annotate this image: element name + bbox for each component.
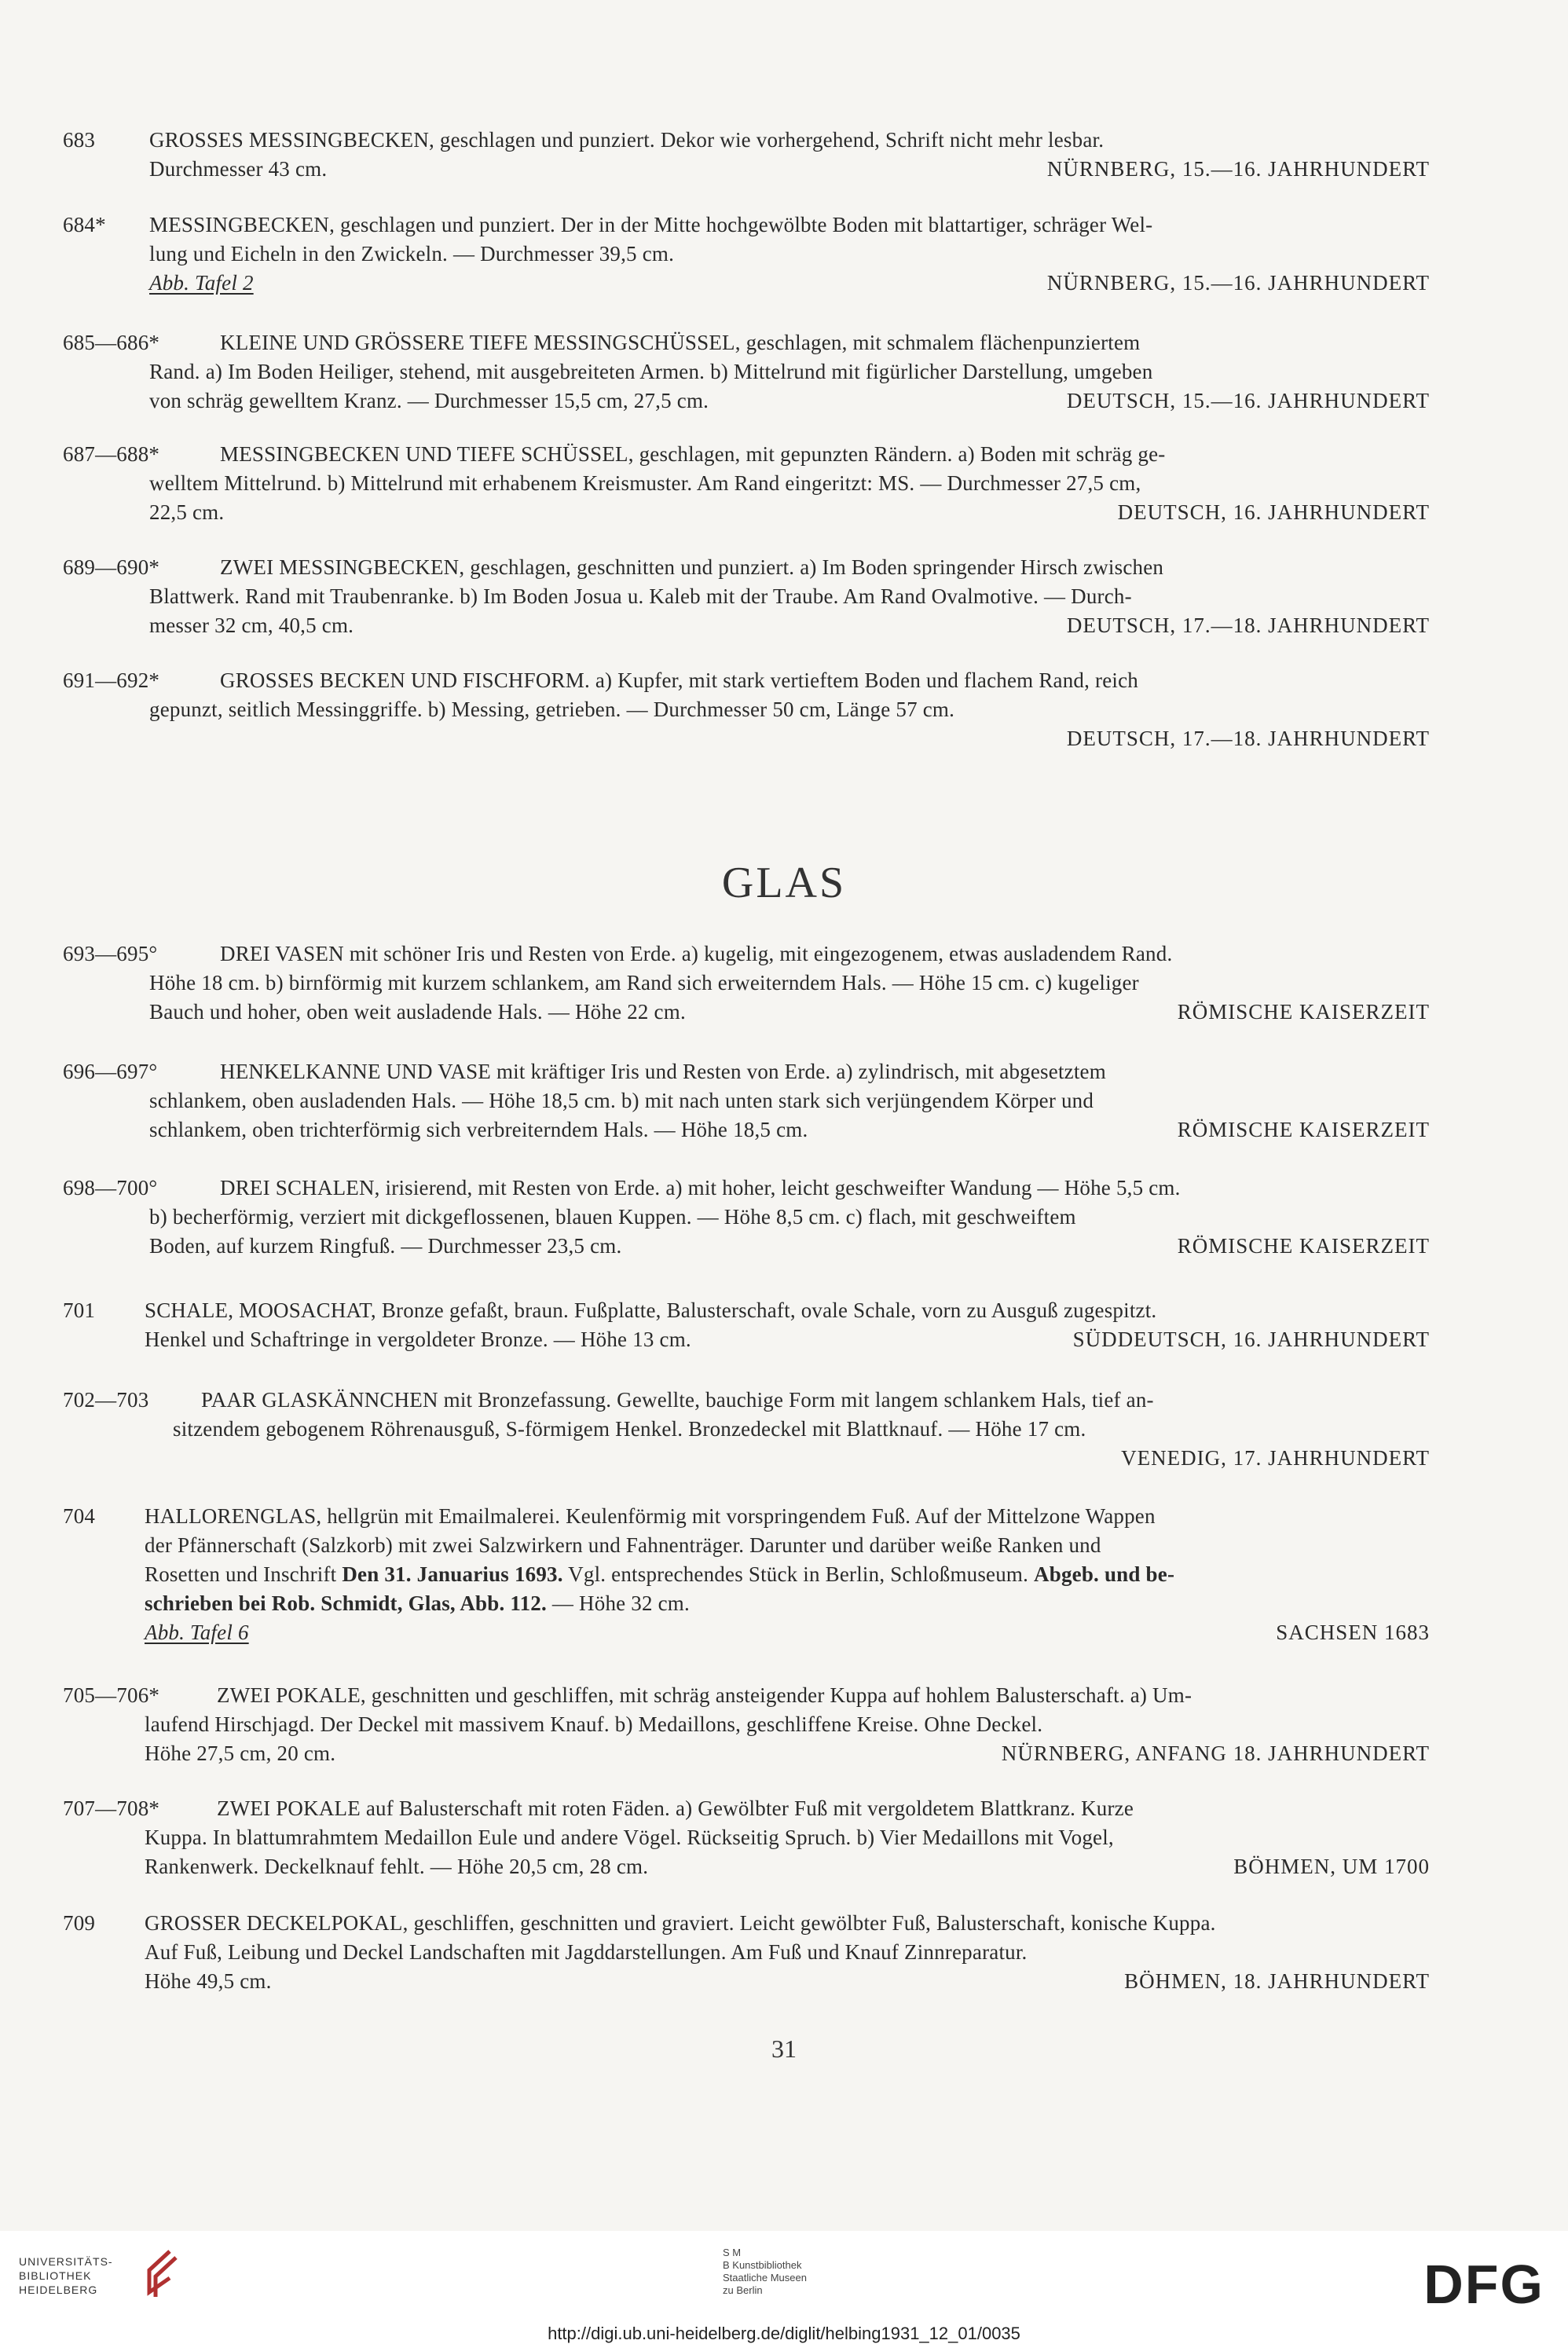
catalog-entry: 709 GROSSER DECKELPOKAL, geschliffen, geschnitten und graviert. Leicht gewölbter Fuß, Balusterschaft, konische Kuppa. Auf Fuß, Leibung und Deckel Landschaften mit Jagddarstellungen. Am Fuß und Knauf Zinnreparatur. Höhe 49,5 cm. BÖHMEN, 18. JAHRHUNDERT bbox=[63, 1909, 1430, 1996]
logo-text: UNIVERSITÄTS- bbox=[19, 2255, 113, 2268]
entry-text: DREI VASEN mit schöner Iris und Resten von Erde. a) kugelig, mit eingezogenem, etwas ausladendem Rand. bbox=[220, 942, 1173, 965]
library-emblem-icon bbox=[138, 2247, 185, 2302]
catalog-entry: 698—700° DREI SCHALEN, irisierend, mit Resten von Erde. a) mit hoher, leicht geschweifter Wandung — Höhe 5,5 cm. b) becherförmig, verziert mit dickgeflossenen, blauen Kuppen. — Höhe 8,5 cm. c) flach, mit geschweiftem Boden, auf kurzem Ringfuß. — Durchmesser 23,5 cm. RÖMISCHE KAISERZEIT bbox=[63, 1174, 1430, 1261]
page-number: 31 bbox=[771, 2035, 797, 2063]
permalink-url[interactable]: http://digi.ub.uni-heidelberg.de/diglit/helbing1931_12_01/0035 bbox=[548, 2324, 1020, 2343]
entry-text: Durchmesser 43 cm. bbox=[149, 157, 328, 181]
origin-date: DEUTSCH, 17.—18. JAHRHUNDERT bbox=[1066, 727, 1430, 750]
origin-date: DEUTSCH, 15.—16. JAHRHUNDERT bbox=[1066, 389, 1430, 412]
catalog-entry: 689—690* ZWEI MESSINGBECKEN, geschlagen, geschnitten und punziert. a) Im Boden springender Hirsch zwischen Blattwerk. Rand mit Traubenranke. b) Im Boden Josua u. Kaleb mit der Traube. Am Rand Ovalmotive. — Durch- messer 32 cm, 40,5 cm. DEUTSCH, 17.—18. JAHRHUNDERT bbox=[63, 553, 1430, 640]
catalog-entry: 707—708* ZWEI POKALE auf Balusterschaft mit roten Fäden. a) Gewölbter Fuß mit vergoldetem Blattkranz. Kurze Kuppa. In blattumrahmtem Medaillon Eule und andere Vögel. Rückseitig Spruch. b) Vier Medaillons mit Vogel, Rankenwerk. Deckelknauf fehlt. — Höhe 20,5 cm, 28 cm. BÖHMEN, UM 1700 bbox=[63, 1794, 1430, 1881]
entry-text: Höhe 27,5 cm, 20 cm. bbox=[145, 1742, 336, 1765]
origin-date: SÜDDEUTSCH, 16. JAHRHUNDERT bbox=[1072, 1328, 1430, 1351]
entry-text: GROSSES MESSINGBECKEN, geschlagen und punziert. Dekor wie vorhergehend, Schrift nicht mehr lesbar. bbox=[149, 128, 1105, 152]
dfg-logo[interactable]: DFG bbox=[1423, 2254, 1544, 2315]
entry-text: MESSINGBECKEN, geschlagen und punziert. Der in der Mitte hochgewölbte Boden mit blattartiger, schräger Wel- bbox=[149, 213, 1153, 236]
origin-date: RÖMISCHE KAISERZEIT bbox=[1177, 1234, 1430, 1258]
entry-text: gepunzt, seitlich Messinggriffe. b) Messing, getrieben. — Durchmesser 50 cm, Länge 57 cm. bbox=[149, 698, 955, 721]
entry-text: DREI SCHALEN, irisierend, mit Resten von Erde. a) mit hoher, leicht geschweifter Wandung — Höhe 5,5 cm. bbox=[220, 1176, 1181, 1199]
catalog-entry: 684* MESSINGBECKEN, geschlagen und punziert. Der in der Mitte hochgewölbte Boden mit blattartiger, schräger Wel- lung und Eicheln in den Zwickeln. — Durchmesser 39,5 cm. Abb. Tafel 2 NÜRNBERG, 15.—16. JAHRHUNDERT bbox=[63, 211, 1430, 298]
entry-text: Vgl. entsprechendes Stück in Berlin, Schloßmuseum. bbox=[568, 1562, 1029, 1586]
entry-reference: schrieben bei Rob. Schmidt, Glas, Abb. 112. bbox=[145, 1591, 547, 1615]
origin-date: BÖHMEN, UM 1700 bbox=[1233, 1855, 1430, 1878]
entry-text: Rankenwerk. Deckelknauf fehlt. — Höhe 20,5 cm, 28 cm. bbox=[145, 1855, 649, 1878]
entry-text: laufend Hirschjagd. Der Deckel mit massivem Knauf. b) Medaillons, geschliffene Kreise. Ohne Deckel. bbox=[145, 1712, 1043, 1736]
entry-text: Rand. a) Im Boden Heiliger, stehend, mit ausgebreiteten Armen. b) Mittelrund mit figürlicher Darstellung, umgeben bbox=[149, 360, 1153, 383]
origin-date: RÖMISCHE KAISERZEIT bbox=[1177, 1118, 1430, 1141]
catalog-entry: 685—686* KLEINE UND GRÖSSERE TIEFE MESSINGSCHÜSSEL, geschlagen, mit schmalem flächenpunziertem Rand. a) Im Boden Heiliger, stehend, mit ausgebreiteten Armen. b) Mittelrund mit figürlicher Darstellung, umgeben von schräg gewelltem Kranz. — Durchmesser 15,5 cm, 27,5 cm. DEUTSCH, 15.—16. JAHRHUNDERT bbox=[63, 328, 1430, 416]
entry-text: lung und Eicheln in den Zwickeln. — Durchmesser 39,5 cm. bbox=[149, 242, 675, 266]
entry-text: Boden, auf kurzem Ringfuß. — Durchmesser 23,5 cm. bbox=[149, 1234, 622, 1258]
catalog-entry: 683 GROSSES MESSINGBECKEN, geschlagen und punziert. Dekor wie vorhergehend, Schrift nicht mehr lesbar. Durchmesser 43 cm. NÜRNBERG, 15.—16. JAHRHUNDERT bbox=[63, 126, 1430, 184]
entry-text: KLEINE UND GRÖSSERE TIEFE MESSINGSCHÜSSEL, geschlagen, mit schmalem flächenpunziertem bbox=[220, 331, 1141, 354]
plate-reference: Abb. Tafel 2 bbox=[149, 271, 254, 295]
entry-text: Höhe 49,5 cm. bbox=[145, 1969, 272, 1993]
entry-text: GROSSES BECKEN UND FISCHFORM. a) Kupfer, mit stark vertieftem Boden und flachem Rand, reich bbox=[220, 668, 1138, 692]
entry-text: von schräg gewelltem Kranz. — Durchmesser 15,5 cm, 27,5 cm. bbox=[149, 389, 709, 412]
catalog-entry: 702—703 PAAR GLASKÄNNCHEN mit Bronzefassung. Gewellte, bauchige Form mit langem schlankem Hals, tief an- sitzendem gebogenem Röhrenausguß, S-förmigem Henkel. Bronzedeckel mit Blattknauf. — Höhe 17 cm. VENEDIG, 17. JAHRHUNDERT bbox=[63, 1386, 1430, 1473]
entry-text: SCHALE, MOOSACHAT, Bronze gefaßt, braun. Fußplatte, Balusterschaft, ovale Schale, vorn zu Ausguß zugespitzt. bbox=[145, 1298, 1157, 1322]
credit-text: S M bbox=[723, 2247, 742, 2258]
origin-date: DEUTSCH, 16. JAHRHUNDERT bbox=[1117, 500, 1430, 524]
catalog-entry: 691—692* GROSSES BECKEN UND FISCHFORM. a) Kupfer, mit stark vertieftem Boden und flachem Rand, reich gepunzt, seitlich Messinggriffe. b) Messing, getrieben. — Durchmesser 50 cm, Länge 57 cm. DEUTSCH, 17.—18. JAHRHUNDERT bbox=[63, 666, 1430, 753]
origin-date: DEUTSCH, 17.—18. JAHRHUNDERT bbox=[1066, 613, 1430, 637]
entry-text: Henkel und Schaftringe in vergoldeter Bronze. — Höhe 13 cm. bbox=[145, 1328, 691, 1351]
entry-text: schlankem, oben ausladenden Hals. — Höhe 18,5 cm. b) mit nach unten stark sich verjüngendem Körper und bbox=[149, 1089, 1094, 1112]
catalog-entry: 704 HALLORENGLAS, hellgrün mit Emailmalerei. Keulenförmig mit vorspringendem Fuß. Auf der Mittelzone Wappen der Pfännerschaft (Salzkorb) mit zwei Salzwirkern und Fahnenträger. Darunter und darüber weiße Ranken und Rosetten und Inschrift Den 31. Januarius 1693. Vgl. entsprechendes Stück in Berlin, Schloßmuseum. Abgeb. und be- schrieben bei Rob. Schmidt, Glas, Abb. 112. — Höhe 32 cm. Abb. Tafel 6 SACHSEN 1683 bbox=[63, 1502, 1430, 1647]
entry-inscription: Den 31. Januarius 1693. bbox=[342, 1562, 563, 1586]
origin-date: RÖMISCHE KAISERZEIT bbox=[1177, 1000, 1430, 1024]
entry-reference: Abgeb. und be- bbox=[1034, 1562, 1175, 1586]
entry-text: ZWEI POKALE auf Balusterschaft mit roten Fäden. a) Gewölbter Fuß mit vergoldetem Blattkranz. Kurze bbox=[217, 1796, 1134, 1820]
entry-text: MESSINGBECKEN UND TIEFE SCHÜSSEL, geschlagen, mit gepunzten Rändern. a) Boden mit schräg ge- bbox=[220, 442, 1166, 466]
catalog-entry: 705—706* ZWEI POKALE, geschnitten und geschliffen, mit schräg ansteigender Kuppa auf hohlem Balusterschaft. a) Um- laufend Hirschjagd. Der Deckel mit massivem Knauf. b) Medaillons, geschliffene Kreise. Ohne Deckel. Höhe 27,5 cm, 20 cm. NÜRNBERG, ANFANG 18. JAHRHUNDERT bbox=[63, 1681, 1430, 1768]
credit-text: B Kunstbibliothek bbox=[723, 2259, 802, 2271]
credit-text: zu Berlin bbox=[723, 2284, 763, 2296]
entry-text: sitzendem gebogenem Röhrenausguß, S-förmigem Henkel. Bronzedeckel mit Blattknauf. — Höhe 17 cm. bbox=[173, 1417, 1086, 1441]
entry-text: GROSSER DECKELPOKAL, geschliffen, geschnitten und graviert. Leicht gewölbter Fuß, Balusterschaft, konische Kuppa. bbox=[145, 1911, 1216, 1935]
entry-text: messer 32 cm, 40,5 cm. bbox=[149, 613, 354, 637]
origin-date: SACHSEN 1683 bbox=[1276, 1621, 1430, 1644]
entry-text: Höhe 18 cm. b) birnförmig mit kurzem schlankem, am Rand sich erweiterndem Hals. — Höhe 15 cm. c) kugeliger bbox=[149, 971, 1139, 994]
entry-text: der Pfännerschaft (Salzkorb) mit zwei Salzwirkern und Fahnenträger. Darunter und darüber weiße Ranken und bbox=[145, 1533, 1101, 1557]
origin-date: VENEDIG, 17. JAHRHUNDERT bbox=[1121, 1446, 1430, 1470]
entry-text: HALLORENGLAS, hellgrün mit Emailmalerei. Keulenförmig mit vorspringendem Fuß. Auf der Mittelzone Wappen bbox=[145, 1504, 1156, 1528]
footer bbox=[0, 2231, 1568, 2344]
entry-text: welltem Mittelrund. b) Mittelrund mit erhabenem Kreismuster. Am Rand eingeritzt: MS. — Durchmesser 27,5 cm, bbox=[149, 471, 1141, 495]
entry-text: b) becherförmig, verziert mit dickgeflossenen, blauen Kuppen. — Höhe 8,5 cm. c) flach, mit geschweiftem bbox=[149, 1205, 1076, 1229]
entry-text: Blattwerk. Rand mit Traubenranke. b) Im Boden Josua u. Kaleb mit der Traube. Am Rand Ovalmotive. — Durch- bbox=[149, 584, 1132, 608]
catalog-entry: 687—688* MESSINGBECKEN UND TIEFE SCHÜSSEL, geschlagen, mit gepunzten Rändern. a) Boden mit schräg ge- welltem Mittelrund. b) Mittelrund mit erhabenem Kreismuster. Am Rand eingeritzt: MS. — Durchmesser 27,5 cm, 22,5 cm. DEUTSCH, 16. JAHRHUNDERT bbox=[63, 440, 1430, 527]
entry-text: Kuppa. In blattumrahmtem Medaillon Eule und andere Vögel. Rückseitig Spruch. b) Vier Medaillons mit Vogel, bbox=[145, 1826, 1114, 1849]
university-library-logo[interactable] bbox=[19, 2254, 113, 2297]
entry-text: HENKELKANNE UND VASE mit kräftiger Iris und Resten von Erde. a) zylindrisch, mit abgesetztem bbox=[220, 1060, 1106, 1083]
museum-credit bbox=[723, 2247, 807, 2297]
origin-date: NÜRNBERG, ANFANG 18. JAHRHUNDERT bbox=[1001, 1742, 1430, 1765]
entry-text: ZWEI MESSINGBECKEN, geschlagen, geschnitten und punziert. a) Im Boden springender Hirsch zwischen bbox=[220, 555, 1164, 579]
plate-reference: Abb. Tafel 6 bbox=[145, 1621, 249, 1644]
origin-date: NÜRNBERG, 15.—16. JAHRHUNDERT bbox=[1046, 271, 1430, 295]
entry-text: Bauch und hoher, oben weit ausladende Hals. — Höhe 22 cm. bbox=[149, 1000, 686, 1024]
catalog-entry: 693—695° DREI VASEN mit schöner Iris und Resten von Erde. a) kugelig, mit eingezogenem, etwas ausladendem Rand. Höhe 18 cm. b) birnförmig mit kurzem schlankem, am Rand sich erweiterndem Hals. — Höhe 15 cm. c) kugeliger Bauch und hoher, oben weit ausladende Hals. — Höhe 22 cm. RÖMISCHE KAISERZEIT bbox=[63, 939, 1430, 1027]
catalog-entry: 696—697° HENKELKANNE UND VASE mit kräftiger Iris und Resten von Erde. a) zylindrisch, mit abgesetztem schlankem, oben ausladenden Hals. — Höhe 18,5 cm. b) mit nach unten stark sich verjüngendem Körper und schlankem, oben trichterförmig sich verbreiterndem Hals. — Höhe 18,5 cm. RÖMISCHE KAISERZEIT bbox=[63, 1057, 1430, 1145]
entry-text: Auf Fuß, Leibung und Deckel Landschaften mit Jagddarstellungen. Am Fuß und Knauf Zinnreparatur. bbox=[145, 1940, 1028, 1964]
logo-text: BIBLIOTHEK bbox=[19, 2269, 92, 2282]
entry-text: ZWEI POKALE, geschnitten und geschliffen, mit schräg ansteigender Kuppa auf hohlem Balusterschaft. a) Um- bbox=[217, 1683, 1192, 1707]
entry-text: — Höhe 32 cm. bbox=[551, 1591, 690, 1615]
entry-text: schlankem, oben trichterförmig sich verbreiterndem Hals. — Höhe 18,5 cm. bbox=[149, 1118, 808, 1141]
entry-text: PAAR GLASKÄNNCHEN mit Bronzefassung. Gewellte, bauchige Form mit langem schlankem Hals, tief an- bbox=[201, 1388, 1154, 1412]
section-title: GLAS bbox=[721, 859, 847, 907]
credit-text: Staatliche Museen bbox=[723, 2272, 807, 2284]
logo-text: HEIDELBERG bbox=[19, 2284, 98, 2296]
entry-text: 22,5 cm. bbox=[149, 500, 225, 524]
catalog-entry: 701 SCHALE, MOOSACHAT, Bronze gefaßt, braun. Fußplatte, Balusterschaft, ovale Schale, vorn zu Ausguß zugespitzt. Henkel und Schaftringe in vergoldeter Bronze. — Höhe 13 cm. SÜDDEUTSCH, 16. JAHRHUNDERT bbox=[63, 1296, 1430, 1354]
entry-text: Rosetten und Inschrift bbox=[145, 1562, 337, 1586]
origin-date: BÖHMEN, 18. JAHRHUNDERT bbox=[1124, 1969, 1430, 1993]
origin-date: NÜRNBERG, 15.—16. JAHRHUNDERT bbox=[1046, 157, 1430, 181]
